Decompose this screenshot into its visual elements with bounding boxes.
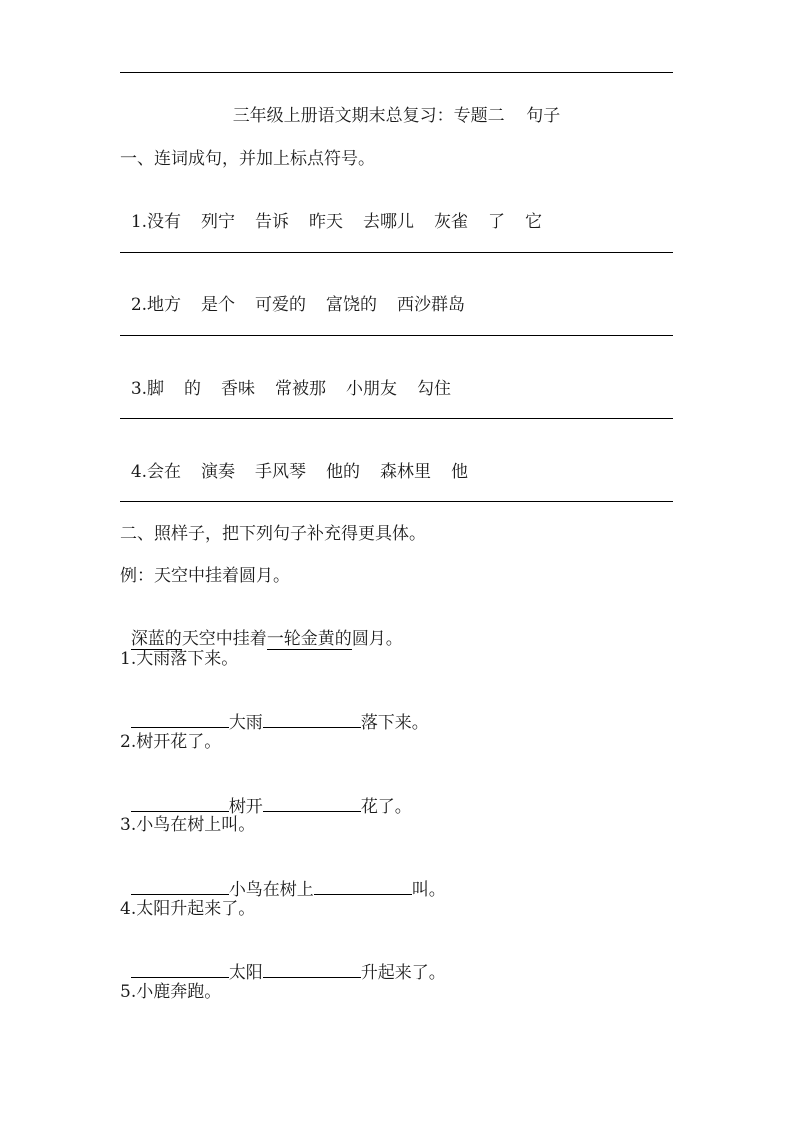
word: 会在: [147, 462, 182, 482]
s1-item-1: [120, 189, 562, 233]
word: 手风琴: [255, 462, 307, 482]
word: 它: [525, 212, 543, 232]
word: 的: [184, 379, 202, 399]
s2-prompt-5: 5.小鹿奔跑。: [120, 982, 222, 1002]
top-rule: [120, 72, 673, 73]
fill-text: 落下来。: [360, 713, 429, 733]
answer-line-3[interactable]: [120, 418, 673, 419]
fill-text: 小鸟在树上: [228, 880, 314, 900]
s2-fill-1: [120, 689, 429, 734]
fill-blank[interactable]: [131, 711, 229, 728]
s2-fill-3: [120, 856, 446, 901]
word: 小朋友: [346, 379, 398, 399]
s2-fill-2: [120, 773, 412, 818]
s2-fill-4: [120, 939, 446, 984]
fill-blank[interactable]: [131, 961, 229, 978]
example-underlined-1: 深蓝的: [130, 629, 182, 649]
s1-item-num: 4.: [130, 462, 148, 482]
s2-prompt-2: 2.树开花了。: [120, 732, 222, 752]
answer-line-4[interactable]: [120, 501, 673, 502]
word: 森林里: [380, 462, 432, 482]
fill-blank[interactable]: [131, 878, 229, 895]
example-underlined-3: 一轮金黄的: [266, 629, 352, 649]
fill-blank[interactable]: [263, 961, 361, 978]
word: 常被那: [275, 379, 327, 399]
word: 昨天: [309, 212, 344, 232]
s1-item-num: 2.: [130, 295, 148, 315]
word: 他: [451, 462, 469, 482]
word: 富饶的: [326, 295, 378, 315]
section2-heading: 二、照样子，把下列句子补充得更具体。: [120, 524, 426, 544]
example-text-2: 天空中挂着: [181, 629, 267, 649]
word: 灰雀: [434, 212, 469, 232]
word: 西沙群岛: [397, 295, 466, 315]
fill-blank[interactable]: [263, 795, 361, 812]
page-title: 三年级上册语文期末总复习：专题二 句子: [232, 106, 561, 126]
fill-text: 树开: [228, 797, 263, 817]
word: 香味: [221, 379, 256, 399]
word: 可爱的: [255, 295, 307, 315]
section1-heading: 一、连词成句，并加上标点符号。: [120, 149, 375, 169]
word: 没有: [147, 212, 182, 232]
s1-item-num: 3.: [130, 379, 148, 399]
fill-text: 叫。: [411, 880, 446, 900]
word: 列宁: [201, 212, 236, 232]
word: 勾住: [417, 379, 452, 399]
fill-blank[interactable]: [314, 878, 412, 895]
s2-prompt-3: 3.小鸟在树上叫。: [120, 815, 256, 835]
word: 脚: [147, 379, 165, 399]
example-text-4: 圆月。: [351, 629, 403, 649]
word: 是个: [201, 295, 236, 315]
word: 演奏: [201, 462, 236, 482]
word: 地方: [147, 295, 182, 315]
fill-text: 大雨: [228, 713, 263, 733]
word: 他的: [326, 462, 361, 482]
s1-item-3: [120, 356, 471, 400]
example-answer: [120, 606, 403, 650]
word: 去哪儿: [363, 212, 415, 232]
fill-blank[interactable]: [263, 711, 361, 728]
s1-item-num: 1.: [130, 212, 148, 232]
fill-blank[interactable]: [131, 795, 229, 812]
answer-line-2[interactable]: [120, 335, 673, 336]
word: 了: [488, 212, 506, 232]
fill-text: 升起来了。: [360, 963, 446, 983]
s1-item-4: [120, 439, 488, 483]
fill-text: 花了。: [360, 797, 412, 817]
answer-line-1[interactable]: [120, 252, 673, 253]
s1-item-2: [120, 272, 485, 316]
s2-prompt-4: 4.太阳升起来了。: [120, 899, 256, 919]
example-label: 例：天空中挂着圆月。: [120, 566, 290, 586]
fill-text: 太阳: [228, 963, 263, 983]
s2-prompt-1: 1.大雨落下来。: [120, 649, 239, 669]
word: 告诉: [255, 212, 290, 232]
